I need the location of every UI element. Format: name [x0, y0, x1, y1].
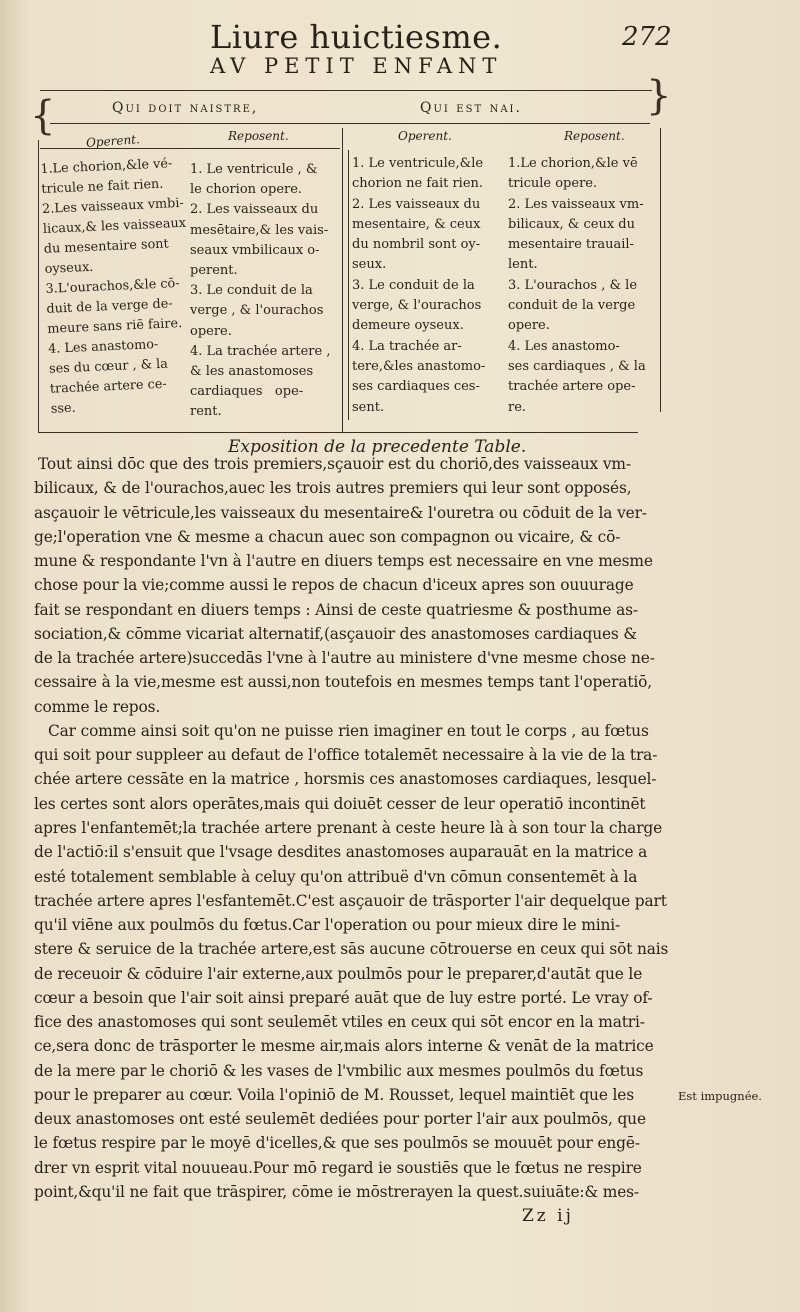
right-column-heading: Qui est nai.	[420, 100, 522, 116]
body-line: comme le repos.	[34, 697, 161, 716]
body-line: trachée artere apres l'esfantemēt.C'est asçauoir de trāsporter l'air dequelque part	[34, 891, 667, 910]
body-line: chose pour la vie;comme aussi le repos de chacun d'iceux apres son ouuurage	[34, 576, 634, 595]
right-operent-cell: 1. Le ventricule,&le chorion ne fait rien. 2. Les vaisseaux du mesentaire, & ceux du nombril sont oy- seux. 3. Le conduit de la verge, & l'ourachos demeure oyseux. 4. La trachée ar- tere,&les anastomo- ses cardiaques ces- sent.	[352, 156, 486, 415]
left-operent-cell: 1.Le chorion,&le vé- tricule ne fait rien. 2.Les vaisseaux vmbi- licaux,& les vaisseaux du mesentaire sont oyseux. 3.L'ourachos,&le cō- duit de la verge de- meure sans riē faire. 4. Les anastomo- ses du cœur , & la trachée artere ce- sse.	[40, 156, 187, 417]
table-center-divider-inner	[348, 150, 349, 420]
body-line: asçauoir le vētricule,les vaisseaux du mesentaire& l'ouretra ou cōduit de la ver-	[34, 503, 647, 522]
body-line: Tout ainsi dōc que des trois premiers,sçauoir est du choriō,des vaisseaux vm-	[38, 455, 631, 473]
table-top-rule	[40, 90, 652, 91]
body-line: bilicaux, & de l'ourachos,auec les trois autres premiers qui leur sont opposés,	[34, 479, 632, 498]
body-line: stere & seruice de la trachée artere,est sās aucune cōtrouerse en ceux qui sōt nais	[34, 940, 669, 959]
left-operent-label: Operent.	[85, 132, 141, 150]
left-reposent-cell: 1. Le ventricule , & le chorion opere. 2. Les vaisseaux du mesētaire,& les vais- seaux vmbilicaux o- perent. 3. Le conduit de la verge , & l'ourachos opere. 4. La trachée artere , & les anastomoses cardiaques ope- rent.	[190, 162, 331, 420]
body-line: point,&qu'il ne fait que trāspirer, cōme ie mōstrerayen la quest.suiuāte:& mes-	[34, 1183, 639, 1201]
body-line: pour le preparer au cœur. Voila l'opiniō de M. Rousset, lequel maintiēt que les	[34, 1085, 635, 1104]
table-heading-rule	[50, 123, 650, 124]
body-line: le fœtus respire par le moyē d'icelles,& que ses poulmōs se mouuēt pour engē-	[34, 1134, 640, 1153]
body-line: mune & respondante l'vn à l'autre en diuers temps est necessaire en vne mesme	[34, 552, 653, 571]
left-reposent-label: Reposent.	[228, 129, 289, 143]
margin-note: Est impugnée.	[678, 1088, 762, 1103]
body-line: apres l'enfantemēt;la trachée artere prenant à ceste heure là à son tour la charge	[34, 819, 663, 837]
body-line: Car comme ainsi soit qu'on ne puisse rien imaginer en tout le corps , au fœtus	[48, 721, 649, 740]
section-title: Exposition de la precedente Table.	[228, 437, 527, 457]
body-line: ge;l'operation vne & mesme a chacun auec son compagnon ou vicaire, & cō-	[34, 527, 621, 546]
body-line: drer vn esprit vital nouueau.Pour mō regard ie soustiēs que le fœtus ne respire	[34, 1158, 642, 1177]
body-line: de l'actiō:il s'ensuit que l'vsage desdites anastomoses auparauāt en la matrice a	[34, 843, 648, 862]
page-subtitle: AV PETIT ENFANT	[210, 54, 503, 78]
table-subhead-rule-left	[40, 148, 340, 149]
left-column-heading: Qui doit naistre,	[112, 100, 259, 116]
body-line: fice des anastomoses qui sont seulemēt vtiles en ceux qui sōt encor en la matri-	[34, 1013, 645, 1032]
body-line: fait se respondant en diuers temps : Ainsi de ceste quatriesme & posthume as-	[34, 600, 638, 619]
body-line: chée artere cessāte en la matrice , horsmis ces anastomoses cardiaques, lesquel-	[34, 770, 657, 789]
left-brace: {	[30, 93, 56, 139]
table-right-border	[660, 128, 661, 412]
body-line: de la trachée artere)succedās l'vne à l'autre au ministere d'vne mesme chose ne-	[34, 649, 655, 668]
running-title: Liure huictiesme.	[210, 18, 503, 56]
table-left-border	[38, 140, 39, 432]
table-center-divider	[342, 128, 343, 432]
body-line: sociation,& cōmme vicariat alternatif,(asçauoir des anastomoses cardiaques &	[34, 624, 637, 643]
body-line: ce,sera donc de trāsporter le mesme air,mais alors interne & venāt de la matrice	[34, 1037, 654, 1056]
right-reposent-label: Reposent.	[564, 129, 625, 143]
right-operent-label: Operent.	[398, 129, 452, 143]
body-line: de receuoir & cōduire l'air externe,aux poulmōs pour le preparer,d'autāt que le	[34, 964, 643, 983]
body-line: de la mere par le choriō & les vases de l'vmbilic aux mesmes poulmōs du fœtus	[34, 1061, 644, 1080]
body-line: qui soit pour suppleer au defaut de l'office totalemēt necessaire à la vie de la tra-	[34, 746, 658, 765]
body-line: cœur a besoin que l'air soit ainsi preparé auāt que de luy estre porté. Le vray of-	[34, 988, 653, 1007]
page-number: 272	[622, 22, 672, 52]
body-line: qu'il viēne aux poulmōs du fœtus.Car l'operation ou pour mieux dire le mini-	[34, 916, 621, 935]
right-reposent-cell: 1.Le chorion,&le vē tricule opere. 2. Les vaisseaux vm- bilicaux, & ceux du mesentaire trauail- lent. 3. L'ourachos , & le conduit de la verge opere. 4. Les anastomo- ses cardiaques , & la trachée artere ope- re.	[508, 156, 646, 415]
body-line: les certes sont alors operātes,mais qui doiuēt cesser de leur operatiō incontinēt	[34, 794, 646, 813]
body-line: cessaire à la vie,mesme est aussi,non toutefois en mesmes temps tant l'operatiō,	[34, 673, 653, 692]
signature-mark: Zz ij	[522, 1206, 574, 1227]
table-bottom-rule	[38, 432, 638, 433]
body-line: esté totalement semblable à celuy qu'on attribuë d'vn cōmun consentemēt à la	[34, 867, 638, 886]
right-brace: }	[646, 73, 672, 119]
body-line: deux anastomoses ont esté seulemēt dediées pour porter l'air aux poulmōs, que	[34, 1110, 646, 1129]
